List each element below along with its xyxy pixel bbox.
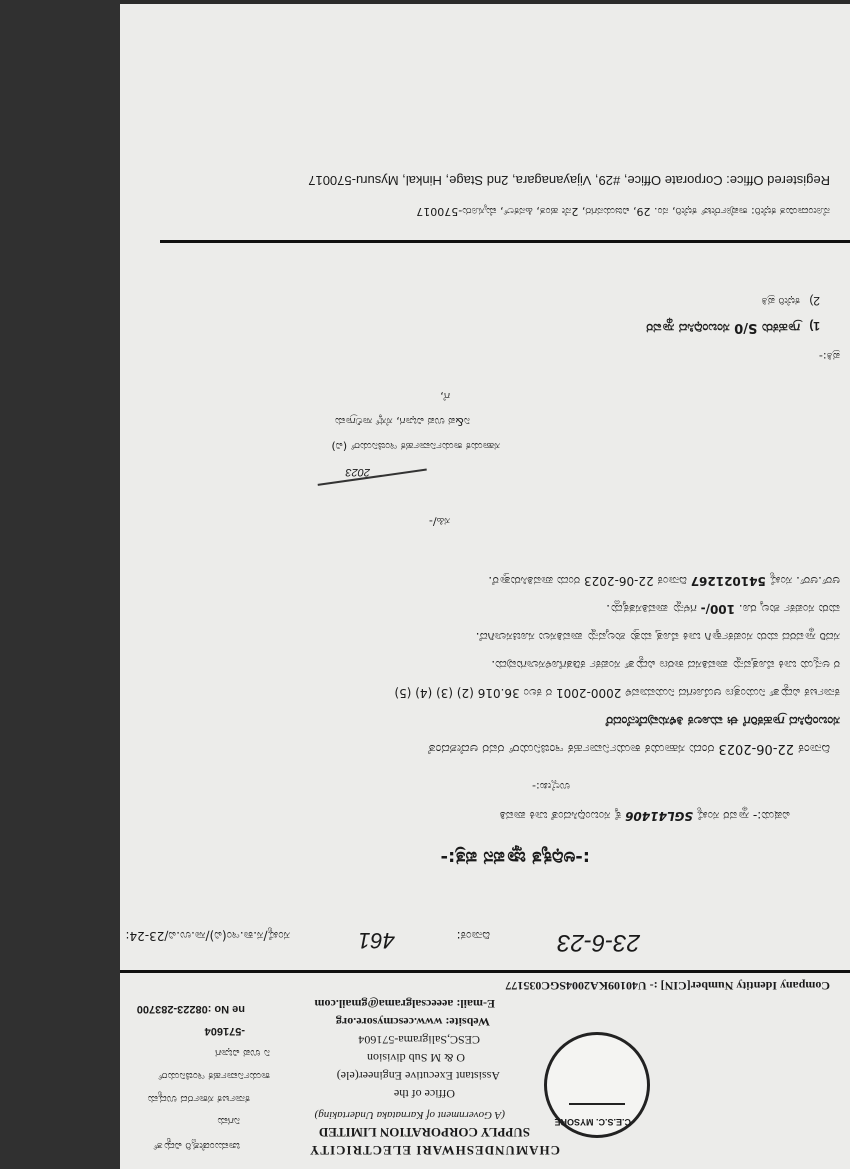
subject-line: ವಿಷಯ:- ಸ್ಥಾವರ ಸಂಖ್ಯೆ SGL41406 ಕ್ಕೆ ಸಂಬಂಧಿಸಿದಂತೆ ಬಾಕಿ ಪಾವತಿ — [499, 809, 790, 823]
signature-date: 2023 — [345, 466, 370, 478]
subject-code: SGL41406 — [625, 809, 693, 823]
registered-office: Registered Office: Corporate Office, #29, Vijayanagara, 2nd Stage, Hinkal, Mysuru-570017 — [308, 173, 830, 188]
copy-to-1-text: ಗ್ರಾಹಕರು S/0 ಸಂಬಂಧಿಸಿದ ಸ್ಥಾವರ — [646, 320, 800, 335]
cin: Company Identity Number[CIN] :- U40109KA2004SGC035177 — [505, 979, 830, 993]
seal-text: C.E.S.C. MYSORE — [554, 1117, 631, 1127]
signatory-office: ನಿ&ಪ ಉಪ ವಿಭಾಗ, ಸೆಸ್ಕ್ ಸಾಲಿಗ್ರಾಮ — [334, 415, 470, 428]
body-line-4: ರ ಅನ್ವಯ ಬಾಕಿ ಮೊತ್ತವನ್ನು ಪಾವತಿಸದ ಕಾರಣ ವಿದ್ಯುತ್ ಸಂಪರ್ಕ ಕಡಿತಗೊಳಿಸಲಾಗುವುದು. — [491, 658, 840, 672]
regulation-years: 2000-2001 — [555, 686, 622, 700]
body-line-2: ಸಂಬಂಧಿಸಿದ ಗ್ರಾಹಕರಿಗೆ ಈ ಮೂಲಕ ತಿಳಿಸುವುದೇನೆಂದರೆ — [605, 713, 840, 728]
pin-code: -571604 — [204, 1025, 245, 1037]
company-name-line-2: SUPPLY CORPORATION LIMITED — [318, 1125, 530, 1140]
company-seal-logo — [544, 1032, 650, 1138]
company-tagline: (A Government of Karnataka Undertaking) — [314, 1109, 505, 1121]
regulation-section: 36.016 — [477, 686, 520, 700]
reconnection-fee: 100/- — [700, 602, 736, 616]
kannada-header-line-1: ಚಾಮುಂಡೇಶ್ವರಿ ವಿದ್ಯುತ್ — [153, 1140, 240, 1153]
copy-to-2: 2) — [809, 294, 820, 308]
handwritten-signature — [318, 469, 433, 526]
scanner-shadow — [0, 0, 120, 1169]
reference-date: 23-6-23 — [557, 929, 640, 956]
office-line-3: O & M Sub division — [366, 1051, 465, 1065]
office-line-4: CESC,Saligrama-571604 — [358, 1033, 480, 1047]
copy-to-1: 1) — [809, 319, 820, 333]
registered-office-kannada: ನೋಂದಾಯಿತ ಕಛೇರಿ: ಕಾರ್ಪೊರೇಟ್ ಕಛೇರಿ, ನಂ. 29, ವಿಜಯನಗರ, 2ನೇ ಹಂತ, ಹಿನಕಲ್, ಮೈಸೂರು-570017 — [416, 205, 830, 218]
rotated-content — [120, 4, 850, 1168]
rr-number: 541021267 — [690, 574, 766, 588]
document-heading: :-ಅಧಿಕೃತ ಜ್ಞಾಪನ ಪತ್ರ:- — [440, 847, 590, 868]
kannada-header-line-2: ನಿಗಮ — [217, 1115, 240, 1128]
signature-label: ಸಹಿ/- — [428, 515, 450, 528]
rr-date: 22-06-2023 — [583, 574, 654, 588]
reference-number: 461 — [358, 928, 395, 953]
phone-number: ne No :08223-283700 — [136, 1003, 245, 1015]
signatory-title: ಸಹಾಯಕ ಕಾರ್ಯನಿರ್ವಾಹಕ ಇಂಜಿನಿಯರ್ (ವಿ) — [331, 440, 500, 453]
footer-divider — [160, 240, 850, 243]
email: E-mail: aeeecsalgrama@gmail.com — [314, 997, 495, 1011]
order-date: 22-06-2023 — [718, 741, 795, 756]
header-divider — [120, 970, 850, 973]
regulation-sub-points: (2) (3) (4) (5) — [394, 686, 474, 700]
office-line-2: Assistant Executive Engineer(ele) — [336, 1069, 500, 1083]
body-line-1: ದಿನಾಂಕ 22-06-2023 ರಂದು ಸಹಾಯಕ ಕಾರ್ಯನಿರ್ವಾಹಕ ಇಂಜಿನಿಯರ್ ರವರ ಆದೇಶದಂತೆ — [428, 741, 830, 756]
date-label: ದಿನಾಂಕ: — [456, 929, 490, 943]
website: Website: www.cescmysore.org — [335, 1015, 490, 1029]
document-sheet — [120, 4, 850, 1169]
kannada-header-line-4: ಕಾರ್ಯನಿರ್ವಾಹಕ ಇಂಜಿನಿಯರ್ — [158, 1070, 270, 1083]
company-name-line-1: CHAMUNDESHWARI ELECTRICITY — [308, 1143, 560, 1158]
body-line-5: ಸದರಿ ಸ್ಥಾವರದ ಮರು ಸಂಪರ್ಕಕ್ಕಾಗಿ ಬಾಕಿ ಮೊತ್ತ ಮತ್ತು ಶುಲ್ಕವನ್ನು ಪಾವತಿಸಲು ಸೂಚಿಸಲಾಗಿದೆ. — [475, 630, 840, 644]
kannada-header-line-3: ಕರ್ನಾಟಕ ಸರ್ಕಾರದ ಉದ್ಯಮ — [147, 1093, 250, 1106]
body-line-7: ಆರ್.ಆರ್. ಸಂಖ್ಯೆ 541021267 ದಿನಾಂಕ 22-06-2023 ರಂದು ಪಾವತಿಸಿರುತ್ತಾರೆ. — [488, 574, 840, 588]
recipient-label: ಗೆ, — [440, 390, 450, 403]
body-line-3: ಕರ್ನಾಟಕ ವಿದ್ಯುತ್ ನಿಯಂತ್ರಣ ಆಯೋಗದ ನಿಯಮಾವಳಿ 2000-2001 ರ ಕಲಂ 36.016 (2) (3) (4) (5) — [394, 686, 840, 700]
copy-to-2-text: ಕಛೇರಿ ಪ್ರತಿ — [761, 295, 800, 308]
copy-to-label: ಪ್ರತಿ:- — [818, 350, 840, 363]
reference-abbrev: ಉಲ್ಲೇಖ:- — [532, 780, 570, 793]
seal-emblem — [569, 1053, 625, 1105]
reference-number-label: ಸಂಖ್ಯೆ/ಸ.ಕಾ.ಇಂ(ವಿ)/ಸಾ.ಉ.ವಿ/23-24: — [125, 929, 290, 943]
body-line-6: ಮರು ಸಂಪರ್ಕ ಶುಲ್ಕ ರೂ. 100/- ಗಳನ್ನು ಪಾವತಿಸತಕ್ಕದ್ದು. — [606, 602, 840, 616]
office-line-1: Office of the — [393, 1087, 455, 1101]
kannada-header-line-5: ನಿ ಉಪ ವಿಭಾಗ — [215, 1047, 270, 1060]
